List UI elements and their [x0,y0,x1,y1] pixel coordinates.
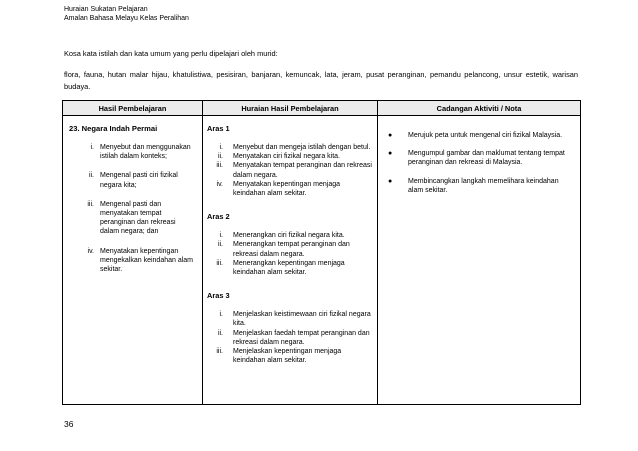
item-number: ii. [217,329,223,337]
item-text: Merujuk peta untuk mengenal ciri fizikal Malaysia. [408,132,563,139]
item-number: iv. [216,180,223,188]
item-text: Mengenal pasti dan menyatakan tempat peranginan dan rekreasi dalam negara; dan [100,200,176,236]
list-item [384,149,574,167]
item-text: Menyatakan kepentingan mengekalkan keindahan alam sekitar. [100,247,194,274]
item-number: i. [90,144,94,151]
item-text: Mengumpul gambar dan maklumat tentang tempat peranginan dan rekreasi di Malaysia. [408,150,565,167]
list-item [217,329,373,347]
level-title: Aras 1 [207,124,230,133]
item-number: iii. [87,200,94,208]
page-number: 36 [64,419,74,429]
column-header: Cadangan Aktiviti / Nota [378,101,581,116]
item-text: Menerangkan kepentingan menjaga keindahan alam sekitar. [233,259,345,277]
bullet-icon: ● [388,177,393,185]
list-item [217,152,373,161]
level-2-list [207,231,373,277]
learning-outcomes-cell [63,116,203,405]
list-item [217,240,373,258]
activities-list [384,131,574,195]
list-item [219,143,373,152]
item-text: Menjelaskan faedah tempat peranginan dan rekreasi dalam negara. [233,329,370,346]
item-number: i. [219,232,223,240]
list-item [216,180,373,198]
item-number: iv. [87,247,94,255]
list-item [216,161,373,179]
list-item [87,247,196,275]
header-title: Huraian Sukatan Pelajaran [64,6,148,13]
item-text: Menerangkan tempat peranginan dan rekreasi dalam negara. [233,241,350,258]
item-text: Menjelaskan kepentingan menjaga keindahan alam sekitar. [233,348,342,365]
item-text: Menyatakan tempat peranginan dan rekreasi dalam negara. [233,162,372,179]
list-item [216,347,373,365]
table-row [63,116,581,405]
vocabulary-list: flora, fauna, hutan malar hijau, khatulistiwa, pesisiran, banjaran, kemuncak, lata, jeram, pusat peranginan, pemandu pelancong, unsur estetik, warisan budaya. [64,70,578,91]
item-text: Menyatakan kepentingan menjaga keindahan alam sekitar. [233,180,341,198]
list-item [384,177,574,195]
list-item [216,259,373,277]
column-header: Huraian Hasil Pembelajaran [203,101,378,116]
item-number: ii. [88,172,94,180]
level-3-list [207,310,373,365]
level-title: Aras 3 [207,291,230,301]
item-text: Menerangkan ciri fizikal negara kita. [233,232,345,240]
list-item [219,231,373,240]
topic-title: 23. Negara Indah Permai [69,124,158,133]
outcome-descriptions-cell [203,116,378,405]
activities-cell [378,116,581,405]
table-header-row [63,101,581,116]
bullet-icon: ● [388,150,393,158]
header-subtitle: Amalan Bahasa Melayu Kelas Peralihan [64,14,189,22]
item-text: Menjelaskan keistimewaan ciri fizikal negara kita. [233,311,371,328]
list-item [90,143,196,161]
list-item [88,171,196,189]
item-number: i. [219,144,223,151]
item-text: Mengenal pasti ciri fizikal negara kita; [100,172,178,189]
level-title: Aras 2 [207,212,230,222]
item-number: ii. [217,241,223,249]
item-text: Membincangkan langkah memelihara keindahan alam sekitar. [408,177,559,194]
item-number: iii. [216,259,223,267]
running-header [64,6,189,23]
item-text: Menyebut dan menggunakan istilah dalam konteks; [100,144,191,161]
item-text: Menyebut dan mengeja istilah dengan betul. [233,144,371,151]
vocabulary-intro: Kosa kata istilah dan kata umum yang perlu dipelajari oleh murid: [64,49,278,58]
bullet-icon: ● [388,132,393,139]
item-text: Menyatakan ciri fizikal negara kita. [233,153,340,161]
column-header: Hasil Pembelajaran [63,101,203,116]
item-number: iii. [216,162,223,170]
learning-outcomes-list [69,143,196,274]
item-number: ii. [217,153,223,161]
level-1-list [207,143,373,198]
list-item [219,310,373,328]
list-item [384,131,574,140]
item-number: iii. [216,348,223,356]
syllabus-table [62,100,581,405]
item-number: i. [219,311,223,319]
list-item [87,200,196,237]
